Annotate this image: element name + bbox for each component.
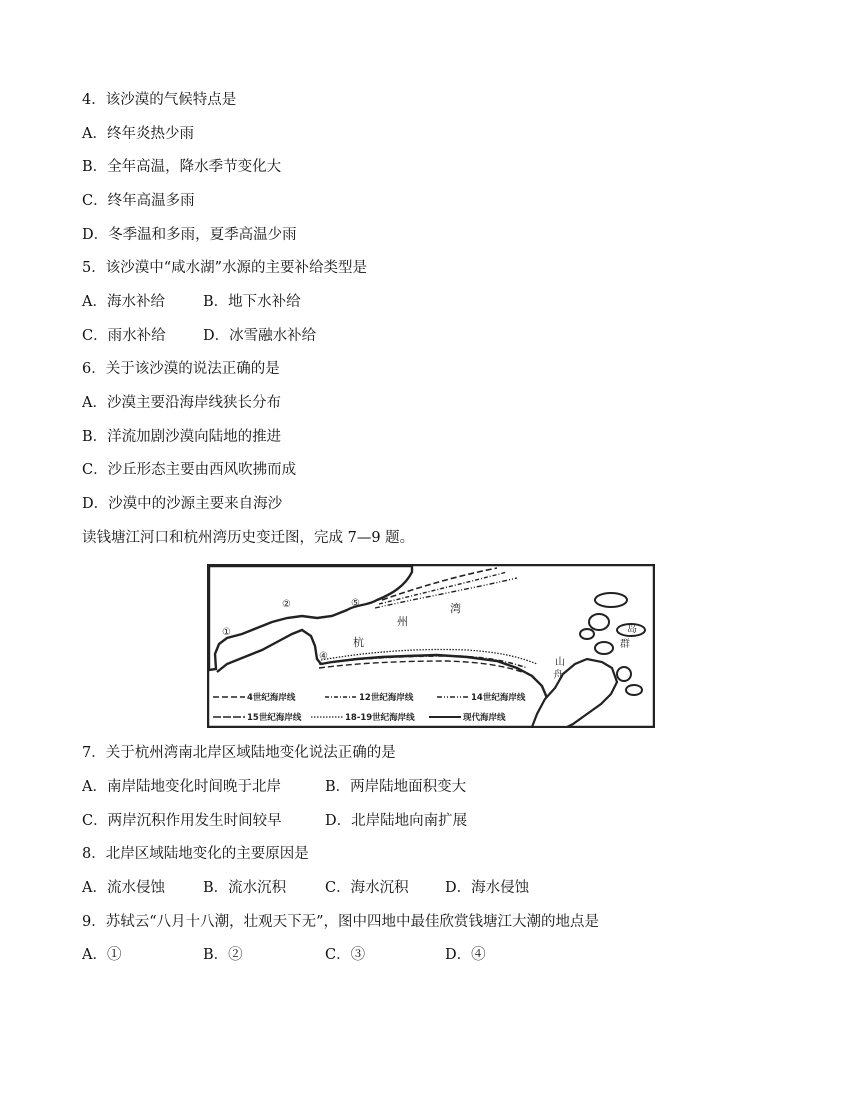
island-7 [580, 629, 594, 639]
map-label-island-dao: 岛 [627, 624, 637, 635]
map-intro: 读钱塘江河口和杭州湾历史变迁图，完成 7—9 题。 [82, 530, 415, 546]
map-label-island-zhou: 舟 [553, 670, 563, 681]
q9-stem: 9．苏轼云“八月十八潮，壮观天下无”，图中四地中最佳欣赏钱塘江大潮的地点是 [82, 914, 600, 930]
q5-option-a: A．海水补给 [82, 294, 165, 310]
legend-14th-century: 14世纪海岸线 [471, 693, 526, 703]
q9-option-b: B．② [203, 947, 243, 963]
map-label-island-qun: 群 [620, 639, 630, 650]
q4-option-a: A．终年炎热少雨 [82, 126, 194, 142]
q8-option-d: D．海水侵蚀 [445, 880, 530, 896]
island-5 [617, 667, 631, 681]
island-1 [595, 593, 627, 607]
q9-option-c: C．③ [325, 947, 366, 963]
legend-15th-century: 15世纪海岸线 [247, 713, 302, 723]
q9-option-a: A．① [82, 947, 122, 963]
island-4 [595, 642, 613, 654]
q5-option-b: B．地下水补给 [203, 294, 301, 310]
q6-option-b: B．洋流加剧沙漠向陆地的推进 [82, 429, 282, 445]
q6-option-d: D．沙漠中的沙源主要来自海沙 [82, 496, 283, 512]
q4-option-c: C．终年高温多雨 [82, 193, 195, 209]
q7-stem: 7．关于杭州湾南北岸区域陆地变化说法正确的是 [82, 745, 396, 761]
q5-option-c: C．雨水补给 [82, 328, 166, 344]
q8-stem: 8．北岸区域陆地变化的主要原因是 [82, 846, 309, 862]
q4-option-d: D．冬季温和多雨，夏季高温少雨 [82, 227, 297, 243]
q4-stem: 4．该沙漠的气候特点是 [82, 92, 237, 108]
q5-stem: 5．该沙漠中“咸水湖”水源的主要补给类型是 [82, 260, 368, 276]
island-6 [626, 685, 642, 695]
qiantang-map [207, 564, 655, 728]
map-marker-5: ⑤ [351, 598, 360, 609]
q6-option-a: A．沙漠主要沿海岸线狭长分布 [82, 395, 281, 411]
legend-12th-century: 12世纪海岸线 [359, 693, 414, 703]
map-label-island-shan: 山 [555, 657, 565, 668]
legend-modern: 现代海岸线 [463, 713, 506, 723]
q7-option-c: C．两岸沉积作用发生时间较早 [82, 813, 282, 829]
map-label-zhou: 州 [397, 615, 408, 628]
q9-option-d: D．④ [445, 947, 486, 963]
q8-option-b: B．流水沉积 [203, 880, 287, 896]
q6-option-c: C．沙丘形态主要由西风吹拂而成 [82, 462, 297, 478]
map-label-wan: 湾 [450, 602, 461, 615]
q7-option-d: D．北岸陆地向南扩展 [325, 813, 468, 829]
qiantang-map-figure [207, 564, 655, 728]
legend-18-19th-century: 18-19世纪海岸线 [345, 713, 415, 723]
q7-option-a: A．南岸陆地变化时间晚于北岸 [82, 779, 281, 795]
legend-4th-century: 4世纪海岸线 [247, 693, 296, 703]
island-2 [589, 614, 609, 630]
q8-option-a: A．流水侵蚀 [82, 880, 165, 896]
q6-stem: 6．关于该沙漠的说法正确的是 [82, 361, 280, 377]
q8-option-c: C．海水沉积 [325, 880, 409, 896]
map-marker-2: ② [282, 599, 291, 610]
q4-option-b: B．全年高温，降水季节变化大 [82, 159, 282, 175]
map-marker-4: ④ [319, 651, 328, 662]
map-label-hang: 杭 [353, 636, 364, 649]
map-marker-1: ① [222, 627, 231, 638]
q7-option-b: B．两岸陆地面积变大 [325, 779, 467, 795]
q5-option-d: D．冰雪融水补给 [203, 328, 317, 344]
